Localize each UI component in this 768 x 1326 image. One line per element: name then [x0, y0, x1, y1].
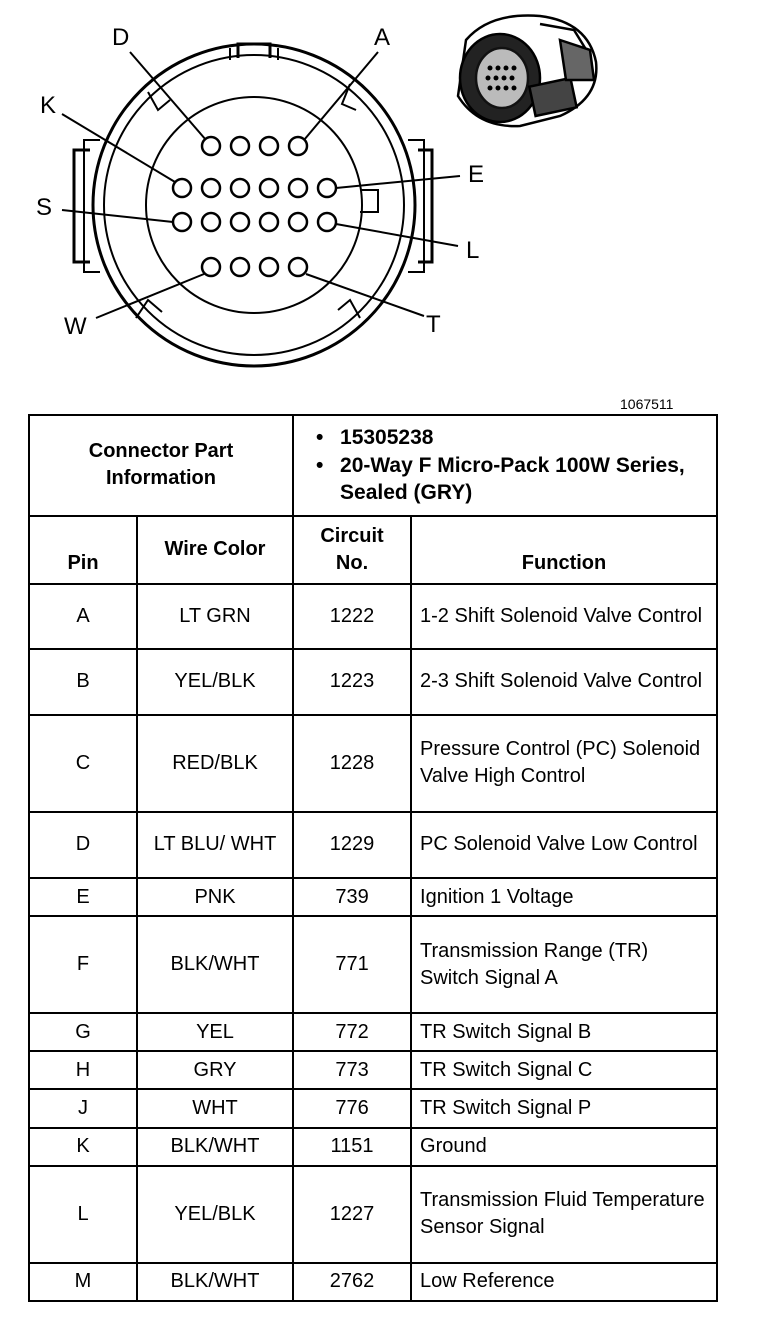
table-body	[29, 584, 717, 1301]
pin-label-a: A	[374, 24, 391, 51]
connector-description: 20-Way F Micro-Pack 100W Series, Sealed (GRY)	[340, 454, 685, 505]
cell-circuit: 2762	[293, 1263, 411, 1301]
cell-circuit: 1228	[293, 715, 411, 812]
table-header-row	[29, 516, 717, 584]
cell-circuit: 773	[293, 1051, 411, 1089]
connector-face-diagram	[0, 0, 768, 400]
cell-circuit: 1222	[293, 584, 411, 648]
pin-label-s: S	[36, 194, 53, 221]
table-row	[29, 1166, 717, 1263]
table-row	[29, 584, 717, 648]
header-wire-color: Wire Color	[137, 516, 293, 584]
connector-info-heading: Connector Part Information	[29, 415, 293, 516]
cell-pin: D	[29, 812, 137, 878]
cell-pin: B	[29, 649, 137, 715]
cell-function: PC Solenoid Valve Low Control	[411, 812, 717, 878]
connector-info-list: • 15305238 • 20-Way F Micro-Pack 100W Series, Sealed (GRY)	[302, 424, 708, 506]
connector-illustration	[458, 16, 596, 127]
header-pin: Pin	[29, 516, 137, 584]
pin-label-w: W	[64, 313, 87, 340]
cell-function: Ground	[411, 1128, 717, 1166]
cell-pin: E	[29, 878, 137, 916]
cell-circuit: 776	[293, 1089, 411, 1127]
cell-wire-color: LT BLU/ WHT	[137, 812, 293, 878]
cell-function: TR Switch Signal B	[411, 1013, 717, 1051]
cell-function: Ignition 1 Voltage	[411, 878, 717, 916]
cell-pin: F	[29, 916, 137, 1013]
cell-function: Low Reference	[411, 1263, 717, 1301]
cell-function: Transmission Fluid Temperature Sensor Signal	[411, 1166, 717, 1263]
pin-label-k: K	[40, 92, 57, 119]
figure-id: 1067511	[620, 396, 674, 412]
cell-function: TR Switch Signal C	[411, 1051, 717, 1089]
cell-wire-color: BLK/WHT	[137, 1128, 293, 1166]
cell-function: TR Switch Signal P	[411, 1089, 717, 1127]
cell-wire-color: BLK/WHT	[137, 916, 293, 1013]
cell-pin: M	[29, 1263, 137, 1301]
table-row	[29, 649, 717, 715]
cell-circuit: 739	[293, 878, 411, 916]
pin-label-d: D	[112, 24, 130, 51]
cell-wire-color: YEL/BLK	[137, 649, 293, 715]
cell-circuit: 1229	[293, 812, 411, 878]
pin-label-e: E	[468, 161, 485, 188]
table-row	[29, 878, 717, 916]
table-row	[29, 1051, 717, 1089]
cell-circuit: 772	[293, 1013, 411, 1051]
cell-function: Pressure Control (PC) Solenoid Valve High Control	[411, 715, 717, 812]
cell-pin: G	[29, 1013, 137, 1051]
cell-pin: J	[29, 1089, 137, 1127]
cell-pin: L	[29, 1166, 137, 1263]
cell-wire-color: YEL/BLK	[137, 1166, 293, 1263]
cell-wire-color: PNK	[137, 878, 293, 916]
cell-wire-color: GRY	[137, 1051, 293, 1089]
header-circuit: Circuit No.	[293, 516, 411, 584]
cell-wire-color: YEL	[137, 1013, 293, 1051]
cell-wire-color: RED/BLK	[137, 715, 293, 812]
table-row	[29, 1263, 717, 1301]
table-row	[29, 1013, 717, 1051]
table-row	[29, 916, 717, 1013]
table-row	[29, 715, 717, 812]
cell-wire-color: BLK/WHT	[137, 1263, 293, 1301]
cell-pin: K	[29, 1128, 137, 1166]
cell-circuit: 1223	[293, 649, 411, 715]
pin-label-t: T	[426, 311, 441, 338]
cell-function: 1-2 Shift Solenoid Valve Control	[411, 584, 717, 648]
table-row	[29, 1089, 717, 1127]
cell-wire-color: LT GRN	[137, 584, 293, 648]
cell-circuit: 1227	[293, 1166, 411, 1263]
connector-info-row	[29, 415, 717, 516]
table-row	[29, 812, 717, 878]
part-number: 15305238	[340, 426, 434, 450]
pin-label-l: L	[466, 237, 480, 264]
cell-pin: C	[29, 715, 137, 812]
cell-wire-color: WHT	[137, 1089, 293, 1127]
cell-function: 2-3 Shift Solenoid Valve Control	[411, 649, 717, 715]
table-row	[29, 1128, 717, 1166]
cell-circuit: 771	[293, 916, 411, 1013]
cell-function: Transmission Range (TR) Switch Signal A	[411, 916, 717, 1013]
cell-pin: A	[29, 584, 137, 648]
cell-pin: H	[29, 1051, 137, 1089]
header-function: Function	[411, 516, 717, 584]
connector-table	[28, 414, 718, 1302]
cell-circuit: 1151	[293, 1128, 411, 1166]
